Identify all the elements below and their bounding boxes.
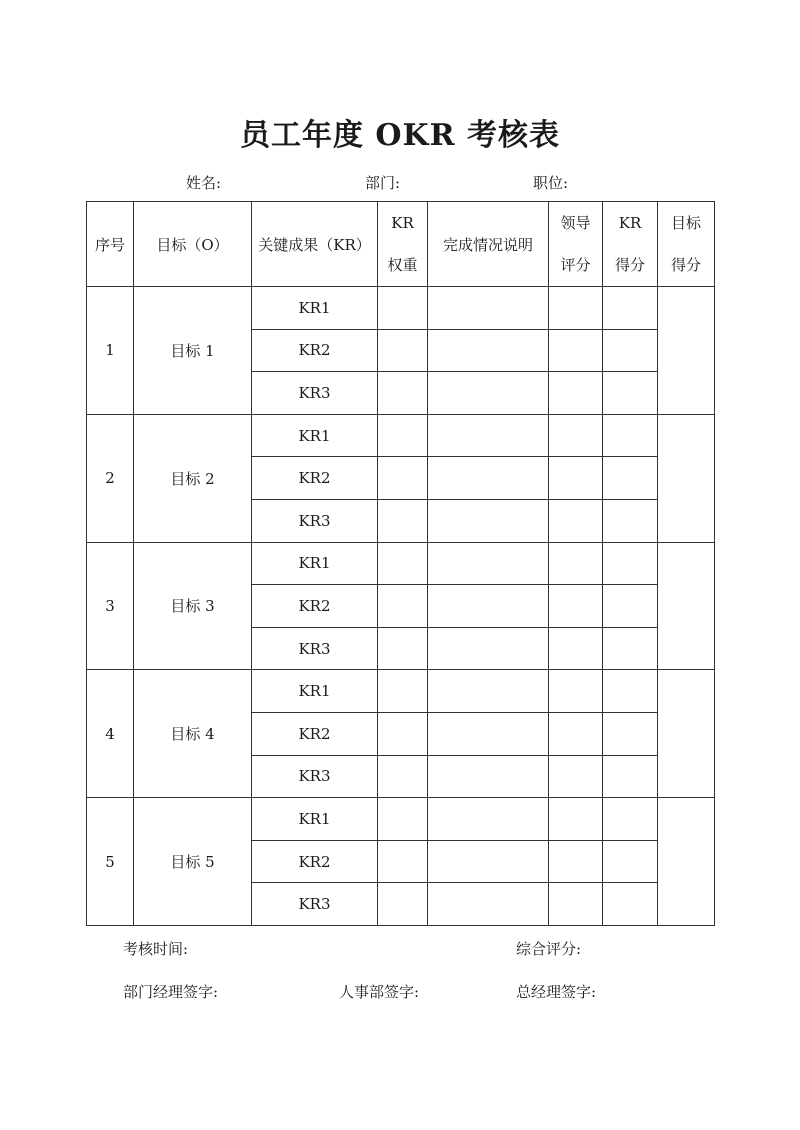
kr-score-cell[interactable] — [603, 329, 658, 372]
kr-name-cell: KR3 — [252, 883, 378, 926]
okr-table — [86, 201, 715, 926]
completion-cell[interactable] — [428, 287, 549, 330]
objective-seq-cell: 4 — [87, 670, 134, 798]
kr-score-cell[interactable] — [603, 840, 658, 883]
header-kr-score-line1: KR — [618, 214, 642, 232]
leader-score-cell[interactable] — [549, 840, 603, 883]
leader-score-cell[interactable] — [549, 755, 603, 798]
leader-score-cell[interactable] — [549, 372, 603, 415]
department-label: 部门: — [365, 174, 401, 192]
leader-score-cell[interactable] — [549, 287, 603, 330]
completion-cell[interactable] — [428, 372, 549, 415]
kr-name-cell: KR1 — [252, 414, 378, 457]
header-kr-score-line2: 得分 — [614, 256, 645, 274]
kr-weight-cell[interactable] — [378, 287, 428, 330]
header-objective: 目标（O） — [134, 202, 252, 287]
leader-score-cell[interactable] — [549, 457, 603, 500]
kr-name-cell: KR2 — [252, 585, 378, 628]
table-row — [87, 542, 715, 585]
objective-seq-cell: 3 — [87, 542, 134, 670]
completion-cell[interactable] — [428, 499, 549, 542]
kr-name-cell: KR1 — [252, 542, 378, 585]
kr-weight-cell[interactable] — [378, 840, 428, 883]
kr-name-cell: KR2 — [252, 457, 378, 500]
kr-score-cell[interactable] — [603, 883, 658, 926]
objective-score-cell[interactable] — [658, 798, 715, 926]
leader-score-cell[interactable] — [549, 883, 603, 926]
overall-score-label: 综合评分: — [516, 940, 582, 958]
kr-name-cell: KR3 — [252, 627, 378, 670]
objective-name-cell: 目标 5 — [134, 798, 252, 926]
kr-weight-cell[interactable] — [378, 457, 428, 500]
table-row — [87, 798, 715, 841]
kr-name-cell: KR2 — [252, 712, 378, 755]
objective-score-cell[interactable] — [658, 542, 715, 670]
leader-score-cell[interactable] — [549, 670, 603, 713]
kr-name-cell: KR1 — [252, 670, 378, 713]
header-objective-score-line1: 目标 — [670, 214, 701, 232]
leader-score-cell[interactable] — [549, 414, 603, 457]
kr-score-cell[interactable] — [603, 755, 658, 798]
kr-weight-cell[interactable] — [378, 414, 428, 457]
header-leader-score-line1: 领导 — [560, 214, 591, 232]
kr-weight-cell[interactable] — [378, 798, 428, 841]
header-seq: 序号 — [87, 202, 134, 287]
kr-name-cell: KR2 — [252, 840, 378, 883]
kr-weight-cell[interactable] — [378, 712, 428, 755]
name-label: 姓名: — [186, 174, 222, 192]
dept-manager-sign-label: 部门经理签字: — [123, 983, 219, 1001]
hr-sign-label: 人事部签字: — [339, 983, 420, 1001]
objective-score-cell[interactable] — [658, 287, 715, 415]
kr-name-cell: KR3 — [252, 499, 378, 542]
kr-score-cell[interactable] — [603, 712, 658, 755]
kr-name-cell: KR2 — [252, 329, 378, 372]
leader-score-cell[interactable] — [549, 712, 603, 755]
objective-score-cell[interactable] — [658, 414, 715, 542]
header-leader-score — [549, 202, 603, 287]
kr-name-cell: KR3 — [252, 755, 378, 798]
leader-score-cell[interactable] — [549, 798, 603, 841]
table-row — [87, 287, 715, 330]
header-kr-weight — [378, 202, 428, 287]
completion-cell[interactable] — [428, 414, 549, 457]
objective-seq-cell: 5 — [87, 798, 134, 926]
kr-score-cell[interactable] — [603, 627, 658, 670]
leader-score-cell[interactable] — [549, 627, 603, 670]
assessment-time-label: 考核时间: — [123, 940, 189, 958]
objective-name-cell: 目标 1 — [134, 287, 252, 415]
kr-weight-cell[interactable] — [378, 883, 428, 926]
completion-cell[interactable] — [428, 329, 549, 372]
objective-score-cell[interactable] — [658, 670, 715, 798]
header-kr-score — [603, 202, 658, 287]
kr-score-cell[interactable] — [603, 414, 658, 457]
completion-cell[interactable] — [428, 542, 549, 585]
header-objective-score-line2: 得分 — [670, 256, 701, 274]
header-kr-weight-line2: 权重 — [387, 256, 418, 274]
header-objective-score — [658, 202, 715, 287]
completion-cell[interactable] — [428, 712, 549, 755]
objective-name-cell: 目标 2 — [134, 414, 252, 542]
kr-weight-cell[interactable] — [378, 542, 428, 585]
header-row — [87, 202, 715, 287]
completion-cell[interactable] — [428, 798, 549, 841]
kr-score-cell[interactable] — [603, 798, 658, 841]
header-completion: 完成情况说明 — [428, 202, 549, 287]
completion-cell[interactable] — [428, 585, 549, 628]
objective-seq-cell: 1 — [87, 287, 134, 415]
objective-name-cell: 目标 3 — [134, 542, 252, 670]
kr-score-cell[interactable] — [603, 287, 658, 330]
kr-weight-cell[interactable] — [378, 329, 428, 372]
completion-cell[interactable] — [428, 670, 549, 713]
kr-name-cell: KR3 — [252, 372, 378, 415]
kr-score-cell[interactable] — [603, 499, 658, 542]
header-kr-weight-line1: KR — [391, 214, 414, 232]
kr-weight-cell[interactable] — [378, 585, 428, 628]
leader-score-cell[interactable] — [549, 329, 603, 372]
kr-name-cell: KR1 — [252, 798, 378, 841]
completion-cell[interactable] — [428, 457, 549, 500]
objective-name-cell: 目标 4 — [134, 670, 252, 798]
kr-weight-cell[interactable] — [378, 670, 428, 713]
kr-score-cell[interactable] — [603, 585, 658, 628]
leader-score-cell[interactable] — [549, 585, 603, 628]
leader-score-cell[interactable] — [549, 542, 603, 585]
kr-weight-cell[interactable] — [378, 627, 428, 670]
table-row — [87, 670, 715, 713]
general-manager-sign-label: 总经理签字: — [516, 983, 597, 1001]
completion-cell[interactable] — [428, 840, 549, 883]
header-key-results: 关键成果（KR） — [252, 202, 378, 287]
completion-cell[interactable] — [428, 755, 549, 798]
kr-weight-cell[interactable] — [378, 755, 428, 798]
completion-cell[interactable] — [428, 883, 549, 926]
kr-weight-cell[interactable] — [378, 372, 428, 415]
kr-score-cell[interactable] — [603, 670, 658, 713]
kr-score-cell[interactable] — [603, 457, 658, 500]
header-leader-score-line2: 评分 — [560, 256, 591, 274]
leader-score-cell[interactable] — [549, 499, 603, 542]
table-row — [87, 414, 715, 457]
objective-seq-cell: 2 — [87, 414, 134, 542]
kr-name-cell: KR1 — [252, 287, 378, 330]
kr-score-cell[interactable] — [603, 372, 658, 415]
kr-score-cell[interactable] — [603, 542, 658, 585]
position-label: 职位: — [533, 174, 569, 192]
page-title: 员工年度 OKR 考核表 — [239, 118, 561, 153]
kr-weight-cell[interactable] — [378, 499, 428, 542]
completion-cell[interactable] — [428, 627, 549, 670]
